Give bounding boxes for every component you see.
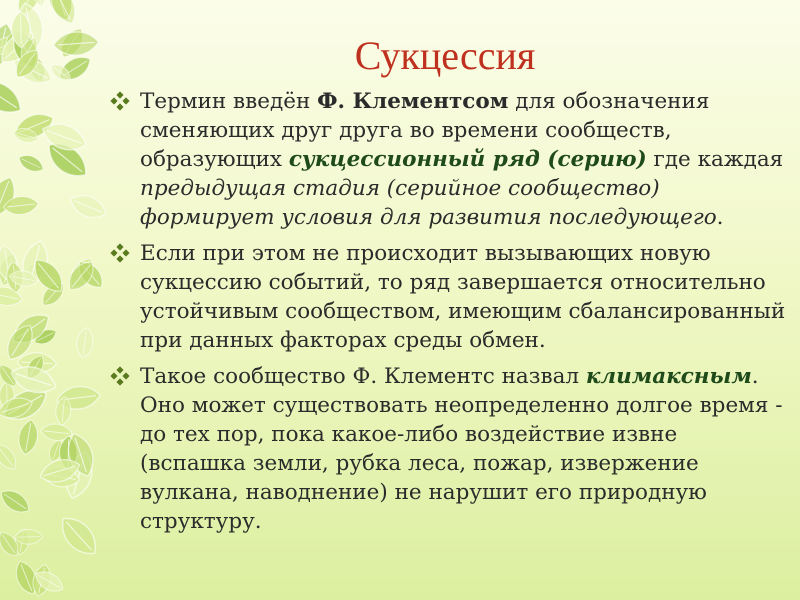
- leaf-shape: [16, 418, 40, 456]
- diamond-bullet-icon: [110, 91, 130, 111]
- bullet-text-3: Такое сообщество Ф. Клементс назвал климаксным. Оно может существовать неопределенно долгое время - до тех пор, пока какое-либо воздействие извне (вспашка земли, рубка леса, пожар, извержение вулкана, наводнение) не нарушит его природную структуру.: [140, 364, 783, 534]
- leaf-shape: [0, 440, 21, 473]
- leaf-shape: [16, 151, 46, 175]
- leaf-shape: [54, 511, 103, 562]
- diamond-bullet-icon: [110, 243, 130, 263]
- slide-content: [108, 87, 788, 543]
- leaf-shape: [67, 190, 110, 223]
- leaf-shape: [0, 74, 27, 121]
- diamond-bullet-icon: [110, 366, 130, 386]
- bullet-text-2: Если при этом не происходит вызывающих новую сукцессию событий, то ряд завершается относительно устойчивым сообществом, имеющим сбалансированный при данных факторах среды обмен.: [140, 241, 786, 353]
- leaf-shape: [0, 485, 34, 518]
- bullet-text-1: Термин введён Ф. Клементсом для обозначения сменяющих друг друга во времени сообществ, образующих сукцессионный ряд (серию) где каждая предыдущая стадия (серийное сообщество) формирует условия для развития последующего.: [140, 89, 784, 230]
- bullet-item-2: [108, 239, 788, 355]
- leaf-shape: [75, 327, 94, 359]
- bullet-item-3: [108, 362, 788, 536]
- bullet-item-1: [108, 87, 788, 232]
- slide-title: Сукцессия: [354, 33, 536, 78]
